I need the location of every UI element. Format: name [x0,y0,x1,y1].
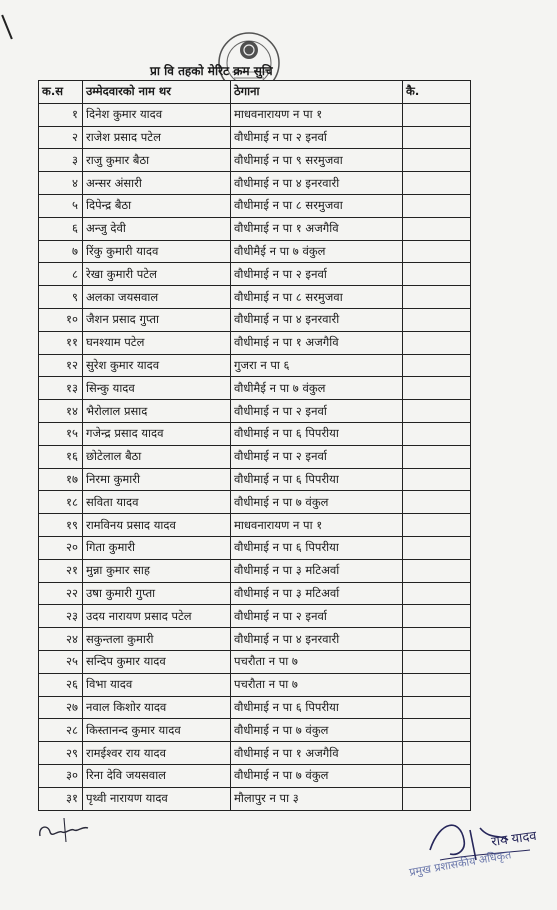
candidate-name-cell: पृथ्वी नारायण यादव [83,787,231,810]
remarks-cell [403,445,471,468]
table-row [39,696,471,719]
address-cell: वौधीमाई न पा १ अजगैवि [231,742,403,765]
serial-cell: २५ [39,650,83,673]
address-cell: वौधीमाई न पा ८ सरमुजवा [231,286,403,309]
candidate-name-cell: छोटेलाल बैठा [83,445,231,468]
candidate-name-cell: घनश्याम पटेल [83,331,231,354]
official-signature-stamp [400,810,550,900]
remarks-cell [403,126,471,149]
remarks-cell [403,536,471,559]
address-cell: वौधीमाई न पा २ इनर्वा [231,605,403,628]
remarks-cell [403,673,471,696]
header-remarks: कै. [403,81,471,104]
candidate-name-cell: सविता यादव [83,491,231,514]
address-cell: वौधीमैई न पा ७ वंकुल [231,240,403,263]
serial-cell: १९ [39,514,83,537]
candidate-name-cell: गजेन्द्र प्रसाद यादव [83,422,231,445]
table-row [39,673,471,696]
serial-cell: ६ [39,217,83,240]
table-row [39,103,471,126]
candidate-name-cell: मुन्ना कुमार साह [83,559,231,582]
remarks-cell [403,422,471,445]
serial-cell: २९ [39,742,83,765]
table-row [39,286,471,309]
remarks-cell [403,605,471,628]
address-cell: वौधीमाई न पा ३ मटिअर्वा [231,582,403,605]
serial-cell: ३१ [39,787,83,810]
remarks-cell [403,719,471,742]
address-cell: वौधीमाई न पा ३ मटिअर्वा [231,559,403,582]
table-row [39,422,471,445]
serial-cell: २४ [39,628,83,651]
remarks-cell [403,650,471,673]
table-row [39,582,471,605]
serial-cell: २६ [39,673,83,696]
candidate-name-cell: राजु कुमार बैठा [83,149,231,172]
candidate-name-cell: सुरेश कुमार यादव [83,354,231,377]
address-cell: वौधीमाई न पा ७ वंकुल [231,491,403,514]
address-cell: गुजरा न पा ६ [231,354,403,377]
candidate-name-cell: निरमा कुमारी [83,468,231,491]
svg-text:राय यादव: राय यादव [490,828,538,850]
candidate-name-cell: अन्सर अंसारी [83,172,231,195]
remarks-cell [403,172,471,195]
serial-cell: १ [39,103,83,126]
serial-cell: १५ [39,422,83,445]
table-row [39,742,471,765]
remarks-cell [403,194,471,217]
table-row [39,354,471,377]
serial-cell: २८ [39,719,83,742]
address-cell: वौधीमाई न पा ६ पिपरीया [231,696,403,719]
serial-cell: ९ [39,286,83,309]
table-row [39,126,471,149]
remarks-cell [403,308,471,331]
address-cell: वौधीमाई न पा ४ इनरवारी [231,308,403,331]
candidate-name-cell: सिन्कु यादव [83,377,231,400]
remarks-cell [403,514,471,537]
document-title: प्रा वि तहको मेरिट क्रम सुचि [150,64,273,78]
address-cell: पचरौता न पा ७ [231,673,403,696]
remarks-cell [403,582,471,605]
remarks-cell [403,764,471,787]
serial-cell: ८ [39,263,83,286]
candidate-name-cell: राजेश प्रसाद पटेल [83,126,231,149]
remarks-cell [403,628,471,651]
candidate-table [38,80,471,811]
serial-cell: ७ [39,240,83,263]
serial-cell: २१ [39,559,83,582]
table-row [39,217,471,240]
address-cell: वौधीमाई न पा ९ सरमुजवा [231,149,403,172]
address-cell: वौधीमैई न पा ७ वंकुल [231,377,403,400]
serial-cell: १० [39,308,83,331]
candidate-name-cell: रामईश्वर राय यादव [83,742,231,765]
remarks-cell [403,263,471,286]
address-cell: वौधीमाई न पा १ अजगैवि [231,331,403,354]
remarks-cell [403,354,471,377]
candidate-name-cell: उषा कुमारी गुप्ता [83,582,231,605]
address-cell: वौधीमाई न पा ७ वंकुल [231,764,403,787]
table-row [39,400,471,423]
header-address: ठेगाना [231,81,403,104]
address-cell: वौधीमाई न पा ७ वंकुल [231,719,403,742]
serial-cell: ५ [39,194,83,217]
remarks-cell [403,696,471,719]
table-row [39,445,471,468]
remarks-cell [403,286,471,309]
address-cell: वौधीमाई न पा २ इनर्वा [231,400,403,423]
serial-cell: १३ [39,377,83,400]
address-cell: माधवनारायण न पा १ [231,514,403,537]
candidate-name-cell: सकुन्तला कुमारी [83,628,231,651]
candidate-name-cell: रामविनय प्रसाद यादव [83,514,231,537]
candidate-name-cell: नवाल किशोर यादव [83,696,231,719]
serial-cell: १४ [39,400,83,423]
serial-cell: ३० [39,764,83,787]
remarks-cell [403,400,471,423]
table-row [39,194,471,217]
candidate-name-cell: अलका जयसवाल [83,286,231,309]
candidate-name-cell: भैरोलाल प्रसाद [83,400,231,423]
header-candidate-name: उम्मेदवारको नाम थर [83,81,231,104]
candidate-name-cell: सन्दिप कुमार यादव [83,650,231,673]
address-cell: वौधीमाई न पा ४ इनरवारी [231,172,403,195]
table-row [39,377,471,400]
address-cell: पचरौता न पा ७ [231,650,403,673]
serial-cell: ४ [39,172,83,195]
serial-cell: २० [39,536,83,559]
remarks-cell [403,742,471,765]
table-header-row [39,81,471,104]
address-cell: वौधीमाई न पा २ इनर्वा [231,126,403,149]
table-row [39,605,471,628]
table-row [39,240,471,263]
initials-signature [34,808,94,848]
table-row [39,514,471,537]
serial-cell: २ [39,126,83,149]
candidate-name-cell: दिनेश कुमार यादव [83,103,231,126]
address-cell: माधवनारायण न पा १ [231,103,403,126]
table-row [39,491,471,514]
serial-cell: १८ [39,491,83,514]
table-row [39,263,471,286]
remarks-cell [403,331,471,354]
remarks-cell [403,468,471,491]
candidate-table-body [39,103,471,810]
address-cell: वौधीमाई न पा ६ पिपरीया [231,468,403,491]
address-cell: वौधीमाई न पा ६ पिपरीया [231,422,403,445]
serial-cell: २२ [39,582,83,605]
table-row [39,787,471,810]
table-row [39,650,471,673]
serial-cell: २७ [39,696,83,719]
table-row [39,468,471,491]
candidate-name-cell: गिता कुमारी [83,536,231,559]
table-row [39,559,471,582]
address-cell: वौधीमाई न पा ६ पिपरीया [231,536,403,559]
candidate-name-cell: उदय नारायण प्रसाद पटेल [83,605,231,628]
serial-cell: १६ [39,445,83,468]
address-cell: वौधीमाई न पा २ इनर्वा [231,445,403,468]
table-row [39,149,471,172]
address-cell: वौधीमाई न पा २ इनर्वा [231,263,403,286]
candidate-name-cell: रेखा कुमारी पटेल [83,263,231,286]
address-cell: वौधीमाई न पा १ अजगैवि [231,217,403,240]
remarks-cell [403,491,471,514]
remarks-cell [403,217,471,240]
table-row [39,764,471,787]
serial-cell: १७ [39,468,83,491]
candidate-name-cell: किस्तानन्द कुमार यादव [83,719,231,742]
table-row [39,719,471,742]
remarks-cell [403,103,471,126]
remarks-cell [403,787,471,810]
address-cell: वौधीमाई न पा ८ सरमुजवा [231,194,403,217]
address-cell: मौलापुर न पा ३ [231,787,403,810]
serial-cell: ११ [39,331,83,354]
candidate-name-cell: विभा यादव [83,673,231,696]
serial-cell: ३ [39,149,83,172]
table-row [39,308,471,331]
remarks-cell [403,149,471,172]
table-row [39,628,471,651]
pen-mark [1,15,13,40]
remarks-cell [403,240,471,263]
serial-cell: १२ [39,354,83,377]
address-cell: वौधीमाई न पा ४ इनरवारी [231,628,403,651]
candidate-name-cell: जैशन प्रसाद गुप्ता [83,308,231,331]
remarks-cell [403,377,471,400]
candidate-name-cell: रिना देवि जयसवाल [83,764,231,787]
table-row [39,331,471,354]
header-serial: क.स [39,81,83,104]
serial-cell: २३ [39,605,83,628]
remarks-cell [403,559,471,582]
candidate-name-cell: दिपेन्द्र बैठा [83,194,231,217]
candidate-name-cell: अन्जु देवी [83,217,231,240]
table-row [39,172,471,195]
candidate-name-cell: रिंकु कुमारी यादव [83,240,231,263]
table-row [39,536,471,559]
svg-text:प्रमुख प्रशासकीय अधिकृत: प्रमुख प्रशासकीय अधिकृत [408,848,513,879]
